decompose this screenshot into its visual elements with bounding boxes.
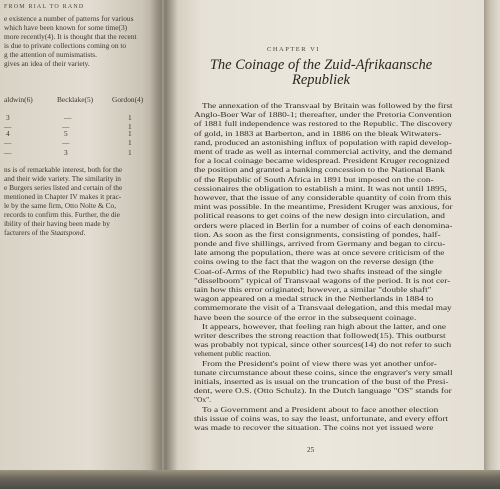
table-cell: 3 — [6, 113, 10, 122]
table-cell: 1 — [128, 138, 132, 147]
right-page — [164, 0, 484, 474]
body-line: initials, inserted as is usual on the truncation of the bust of the Presi- — [194, 377, 449, 386]
table-cell: — — [4, 122, 12, 131]
body-line: ment of trade as well as internal commercial activity, and the demand — [194, 147, 453, 156]
table-cell: — — [62, 138, 70, 147]
table-cell: 1 — [128, 129, 132, 138]
body-line: of gold, in 1883 at Barberton, and in 1886 on the bleak Witwaters- — [194, 128, 442, 138]
text-line: le by the same firm, Otto Nolte & Co, — [4, 201, 117, 210]
text-line — [4, 228, 85, 237]
body-line: orders were placed in Berlin for a number of coins of each denomina- — [194, 220, 453, 230]
body-line: cessionaires the obligation to establish a mint. It was not until 1895, — [194, 183, 447, 193]
body-line: tunate circumstance about these coins, since the engraver's very small — [194, 367, 453, 377]
table-header: Gordon(4) — [112, 95, 144, 104]
body-line: wagon appeared on a medal struck in the Netherlands in 1884 to — [194, 294, 434, 304]
text-span: facturers of the — [4, 228, 51, 237]
text-line: gives an idea of their variety. — [4, 59, 90, 68]
running-head: FROM RIAL TO RAND — [4, 4, 85, 10]
text-line: e existence a number of patterns for various — [4, 14, 134, 23]
text-line: records to confirm this. Further, the die — [4, 210, 120, 219]
body-line: The annexation of the Transvaal by Britain was followed by the first — [202, 101, 453, 110]
body-line: ponde and five shillings, arrived from Germany and began to circu- — [194, 239, 446, 248]
page-bottom-edge — [0, 470, 500, 489]
body-line: for a local coinage became widespread. President Kruger recognized — [194, 156, 450, 166]
body-line: Coat-of-Arms of the Republic) had two shafts instead of the single — [194, 266, 442, 276]
text-line: mentioned in Chapter IV makes it prac- — [4, 192, 122, 201]
body-line: vehement public reaction. — [194, 349, 272, 359]
body-line: have been the source of the error in the subsequent coinage. — [194, 312, 417, 322]
table-cell: 1 — [128, 113, 132, 122]
body-line: dent, were O.S. (Otto Schulz). In the Dutch language "OS" stands for — [194, 386, 452, 396]
body-line: however, that the issue of any considerable quantity of coin from this — [194, 193, 452, 202]
text-line: e Burgers series listed and certain of the — [4, 183, 123, 192]
table-cell: 1 — [128, 122, 132, 131]
text-line: more recently(4). It is thought that the recent — [4, 32, 137, 41]
text-line: is due to private collections coming on to — [4, 41, 127, 50]
body-line: rand, produced an astonishing influx of population with rapid develop- — [194, 137, 452, 147]
body-line: To a Government and a President about to face another election — [202, 404, 439, 414]
body-line: tion. As soon as the first consignments, consisting of pondes, half- — [194, 229, 441, 239]
body-line: was probably not typical, since other sources(14) do not refer to such — [194, 340, 452, 350]
table-cell: — — [4, 148, 12, 157]
body-line: Anglo-Boer War of 1880-1; thereafter, under the Pretoria Convention — [194, 110, 452, 120]
italic-word: Staatspond — [50, 228, 84, 237]
text-line: and their wide variety. The similarity in — [4, 174, 121, 183]
table-cell: 3 — [64, 148, 68, 157]
body-line: From the President's point of view there was yet another unfor- — [202, 358, 437, 368]
chapter-label: CHAPTER VI — [267, 46, 320, 53]
body-line: coins owing to the fact that the wagon on the reverse design (the — [194, 257, 434, 267]
body-line: the position and granted a banking concession to the National Bank — [194, 165, 445, 175]
page-number: 25 — [307, 446, 315, 454]
body-line: this issue of coins was, to say the least, unfortunate, and every effort — [194, 413, 449, 423]
chapter-title — [186, 58, 456, 88]
text-line: ibility of their having been made by — [4, 219, 110, 228]
body-line: of 1881 full independence was restored to the Republic. The discovery — [194, 119, 453, 129]
chapter-title-line: The Coinage of the Zuid-Afrikaansche — [209, 57, 433, 73]
text-line: which have been known for some time(3) — [4, 23, 128, 32]
table-cell: — — [64, 113, 72, 122]
body-line: tain how this error originated; however, a similar "double shaft" — [194, 285, 432, 294]
chapter-title-line: Republiek — [292, 72, 350, 88]
table-cell: 4 — [6, 129, 10, 138]
body-line: "disselboom" typical of Transvaal wagons of the period. It is not cer- — [194, 275, 451, 285]
body-line: political reasons to get coins of the new design into circulation, and — [194, 211, 445, 221]
body-line: writer describes the strong reaction that followed(15). This outburst — [194, 331, 446, 340]
table-header: aldwin(6) — [4, 95, 33, 104]
text-line: ns is of remarkable interest, both for the — [4, 165, 123, 174]
cover-edge — [484, 0, 500, 489]
table-cell: — — [62, 122, 70, 131]
body-line: late among the population, there was at once severe criticism of the — [194, 248, 445, 258]
gutter-shadow — [150, 0, 178, 470]
table-cell: 5 — [64, 129, 68, 138]
body-line: It appears, however, that feeling ran high about the latter, and one — [202, 321, 446, 331]
table-header: Becklake(5) — [57, 95, 94, 104]
body-line: "Ox". — [194, 395, 212, 405]
left-page — [0, 0, 162, 470]
table-cell: — — [4, 138, 12, 147]
body-line: was made to recover the situation. The coins not yet issued were — [194, 423, 434, 432]
text-span: . — [83, 228, 86, 237]
body-line: mint was possible. In the meantime, President Kruger was anxious, for — [194, 202, 453, 212]
body-line: commemorate the visit of a Transvaal delegation, and this medal may — [194, 303, 452, 313]
text-line: g the attention of numismatists. — [4, 50, 97, 59]
table-cell: 1 — [128, 148, 132, 157]
body-line: of the Republic of South Africa in 1891 but imposed on the con- — [194, 174, 434, 184]
